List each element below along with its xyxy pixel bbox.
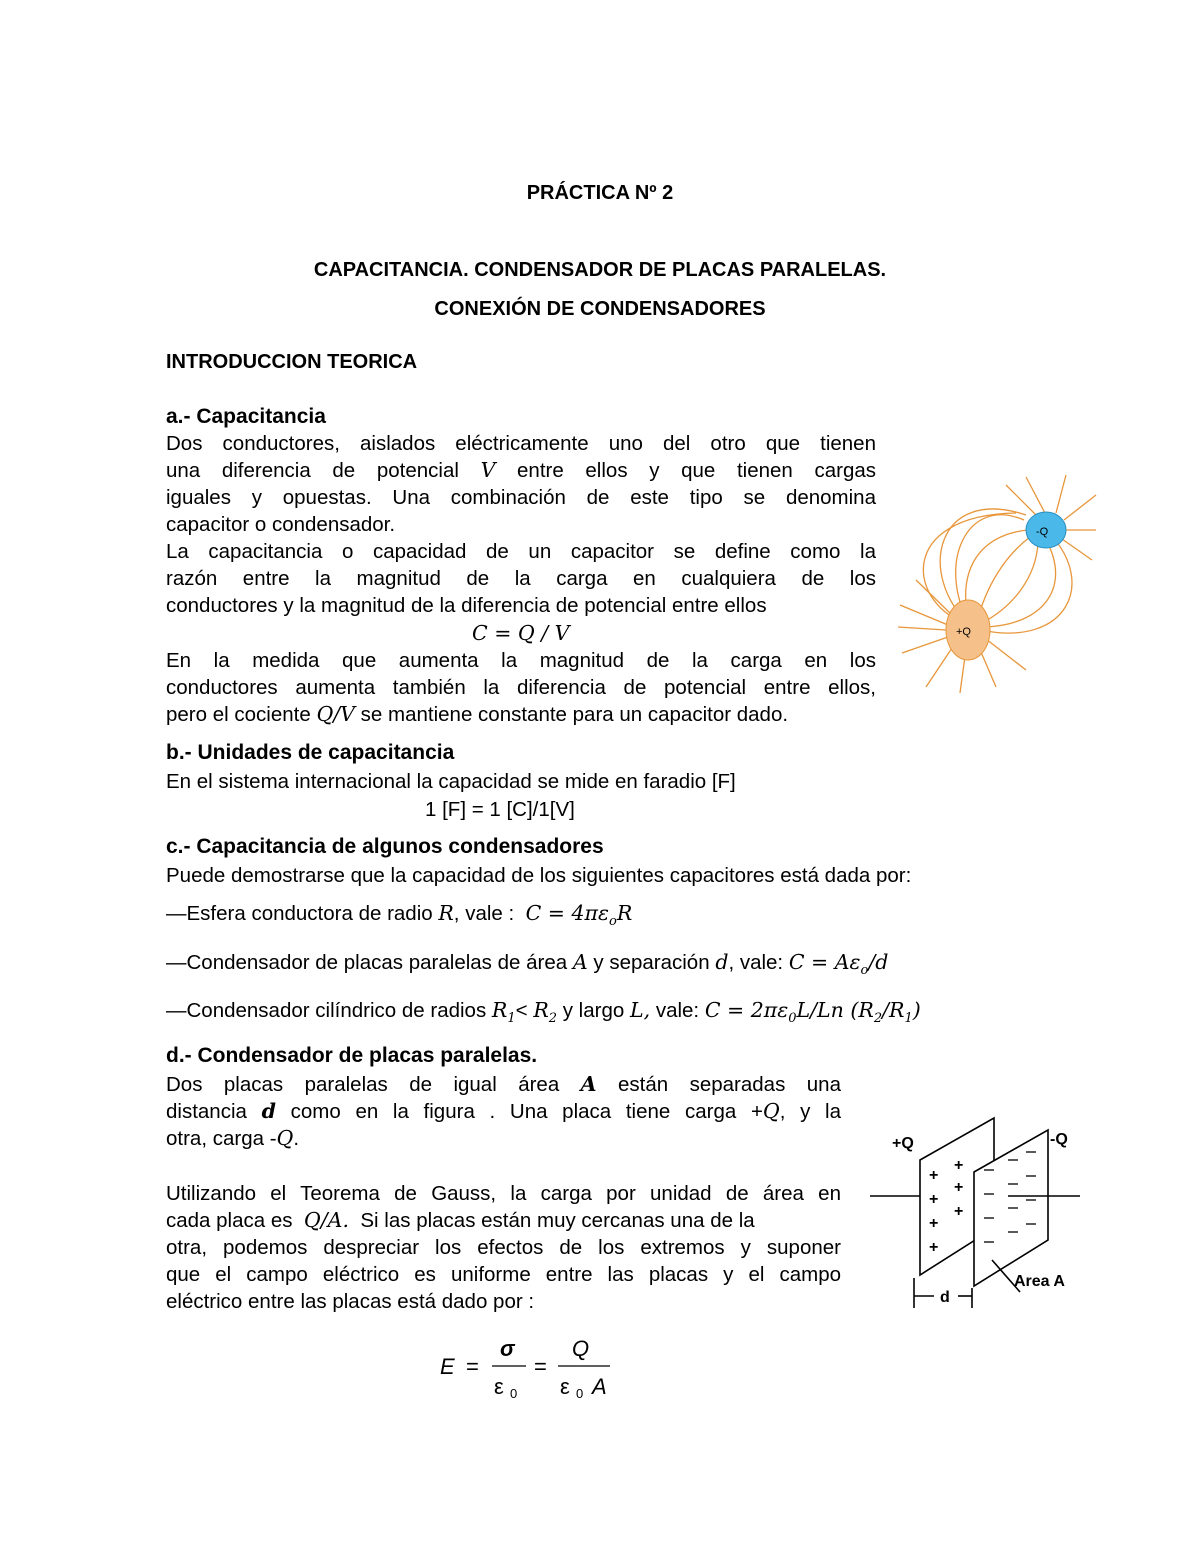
- section-b-heading: b.- Unidades de capacitancia: [166, 741, 455, 764]
- text-fragment: .: [293, 1127, 300, 1150]
- math-var: L,: [629, 998, 651, 1022]
- math-var: Q: [762, 1099, 780, 1123]
- text-fragment: , vale:: [728, 951, 784, 974]
- math-formula: R: [616, 901, 633, 925]
- section-c-text: Puede demostrarse que la capacidad de los siguientes capacitores está dada por:: [166, 864, 912, 887]
- math-sub: 2: [548, 1011, 558, 1027]
- math-sub: 1: [904, 1011, 913, 1027]
- plate-negative-label: -Q: [1050, 1131, 1068, 1148]
- svg-text:+: +: [929, 1167, 939, 1184]
- text-fragment: se mantiene constante para un capacitor dado.: [360, 703, 789, 726]
- formula-parallel-plates: [166, 950, 888, 978]
- eq-A: A: [592, 1374, 607, 1399]
- math-formula: ): [912, 998, 921, 1022]
- text-fragment: distancia: [166, 1100, 247, 1123]
- text-line: conductores y la magnitud de la diferencia de potencial entre ellos: [166, 594, 767, 617]
- math-formula: /d: [868, 950, 889, 974]
- text-fragment: , vale :: [453, 902, 515, 925]
- intro-heading: INTRODUCCION TEORICA: [166, 351, 418, 373]
- eq-eps0-sub-1: 0: [510, 1386, 518, 1401]
- eq-Q: Q: [572, 1336, 590, 1361]
- distance-label: d: [940, 1289, 950, 1306]
- math-var: Q: [276, 1126, 294, 1150]
- text-line: conductores aumenta también la diferencia de potencial entre ellos,: [166, 676, 876, 699]
- text-fragment: otra, carga -: [166, 1127, 277, 1150]
- subtitle-line-1: CAPACITANCIA. CONDENSADOR DE PLACAS PARALELAS.: [313, 259, 887, 281]
- svg-text:+: +: [929, 1239, 939, 1256]
- eq-equals-1: =: [466, 1354, 479, 1379]
- section-c-heading: c.- Capacitancia de algunos condensadores: [166, 835, 604, 858]
- text-line: [166, 701, 876, 728]
- text-line: iguales y opuestas. Una combinación de este tipo se denomina: [166, 486, 876, 509]
- text-line: razón entre la magnitud de la carga en cualquiera de los: [166, 567, 876, 590]
- text-fragment: una diferencia de potencial: [166, 459, 459, 482]
- text-line: Utilizando el Teorema de Gauss, la carga por unidad de área en: [166, 1182, 841, 1205]
- svg-text:+: +: [954, 1203, 964, 1220]
- farad-formula: 1 [F] = 1 [C]/1[V]: [425, 798, 575, 821]
- eq-eps0-sub-2: 0: [576, 1386, 584, 1401]
- svg-text:+: +: [954, 1179, 964, 1196]
- section-d-paragraph-2: [166, 1180, 841, 1315]
- eq-E: E: [440, 1354, 455, 1379]
- neg-charge-label: -Q: [1036, 526, 1049, 538]
- svg-text:+: +: [954, 1157, 964, 1174]
- eq-eps0-1: ε: [494, 1374, 504, 1399]
- math-sub: o: [860, 963, 869, 979]
- svg-text:+: +: [929, 1191, 939, 1208]
- text-fragment: y separación: [593, 951, 710, 974]
- section-b-text: En el sistema internacional la capacidad se mide en faradio [F]: [166, 770, 736, 793]
- field-lines-figure: [896, 475, 1100, 695]
- text-line: [166, 1071, 841, 1098]
- math-sub: 1: [507, 1011, 516, 1027]
- text-line: La capacitancia o capacidad de un capacitor se define como la: [166, 540, 876, 563]
- text-fragment: Si las placas están muy cercanas una de la: [360, 1209, 755, 1232]
- eq-sigma: σ: [500, 1336, 515, 1361]
- text-fragment: vale:: [655, 999, 700, 1022]
- math-formula: /R: [882, 998, 905, 1022]
- text-fragment: pero el cociente: [166, 703, 311, 726]
- math-sub: 0: [788, 1011, 797, 1027]
- text-fragment: Esfera conductora de radio: [186, 902, 433, 925]
- area-label: Area A: [1014, 1273, 1065, 1290]
- text-line: [166, 1207, 841, 1234]
- math-var: A: [580, 1072, 597, 1096]
- text-line: que el campo eléctrico es uniforme entre las placas y el campo: [166, 1263, 841, 1286]
- text-fragment: <: [515, 999, 528, 1022]
- text-line: otra, podemos despreciar los efectos de los extremos y suponer: [166, 1236, 841, 1259]
- plate-positive-label: +Q: [892, 1135, 914, 1152]
- math-var: A: [572, 950, 588, 974]
- text-fragment: , y la: [779, 1100, 841, 1123]
- text-line: [166, 1125, 841, 1152]
- math-var: d: [261, 1099, 276, 1123]
- text-line: eléctrico entre las placas está dado por :: [166, 1290, 535, 1313]
- section-a-heading: a.- Capacitancia: [166, 405, 326, 428]
- field-lines: [898, 475, 1096, 693]
- text-fragment: Dos placas paralelas de igual área: [166, 1073, 560, 1096]
- math-var-v: V: [480, 458, 496, 482]
- section-a-paragraph-1: [166, 430, 876, 538]
- text-fragment: como en la figura . Una placa tiene carga +: [290, 1100, 763, 1123]
- section-a-paragraph-2: [166, 538, 876, 619]
- math-var: Q/A.: [303, 1208, 349, 1232]
- eq-eps0-2: ε: [560, 1374, 570, 1399]
- math-formula: C = 2πε: [704, 998, 789, 1022]
- text-fragment: están separadas una: [618, 1073, 841, 1096]
- math-sub: o: [609, 914, 617, 930]
- text-fragment: cada placa es: [166, 1209, 293, 1232]
- eq-equals-2: =: [534, 1354, 547, 1379]
- dash: —: [166, 951, 187, 974]
- formula-sphere: [166, 901, 632, 929]
- dash: —: [166, 902, 187, 925]
- svg-text:+: +: [929, 1215, 939, 1232]
- text-fragment: entre ellos y que tienen cargas: [517, 459, 876, 482]
- text-line: capacitor o condensador.: [166, 513, 396, 536]
- page-title: PRÁCTICA Nº 2: [526, 182, 674, 204]
- math-var: R: [533, 998, 549, 1022]
- section-d-heading: d.- Condensador de placas paralelas.: [166, 1044, 538, 1067]
- math-var: R: [438, 901, 454, 925]
- electric-field-equation: [430, 1330, 630, 1410]
- section-d-paragraph-1: [166, 1071, 841, 1152]
- math-var: d: [715, 950, 729, 974]
- math-formula: C = 4πε: [525, 901, 610, 925]
- math-var: R: [491, 998, 508, 1022]
- capacitance-formula: C = Q / V: [472, 621, 570, 645]
- text-line: Dos conductores, aislados eléctricamente uno del otro que tienen: [166, 432, 876, 455]
- text-line: En la medida que aumenta la magnitud de la carga en los: [166, 649, 876, 672]
- formula-cylinder: [166, 998, 921, 1026]
- text-fragment: Condensador cilíndrico de radios: [186, 999, 487, 1022]
- math-sub: 2: [873, 1011, 883, 1027]
- text-fragment: Condensador de placas paralelas de área: [186, 951, 568, 974]
- subtitle-line-2: CONEXIÓN DE CONDENSADORES: [434, 298, 766, 320]
- section-a-paragraph-3: [166, 647, 876, 728]
- math-ratio: Q/V: [316, 702, 355, 726]
- text-fragment: y largo: [562, 999, 625, 1022]
- math-formula: C = Aε: [788, 950, 861, 974]
- math-formula: L/Ln (R: [796, 998, 874, 1022]
- pos-charge-label: +Q: [956, 626, 971, 638]
- text-line: [166, 457, 876, 484]
- text-line: [166, 1098, 841, 1125]
- parallel-plate-figure: [868, 1110, 1084, 1320]
- dash: —: [166, 999, 187, 1022]
